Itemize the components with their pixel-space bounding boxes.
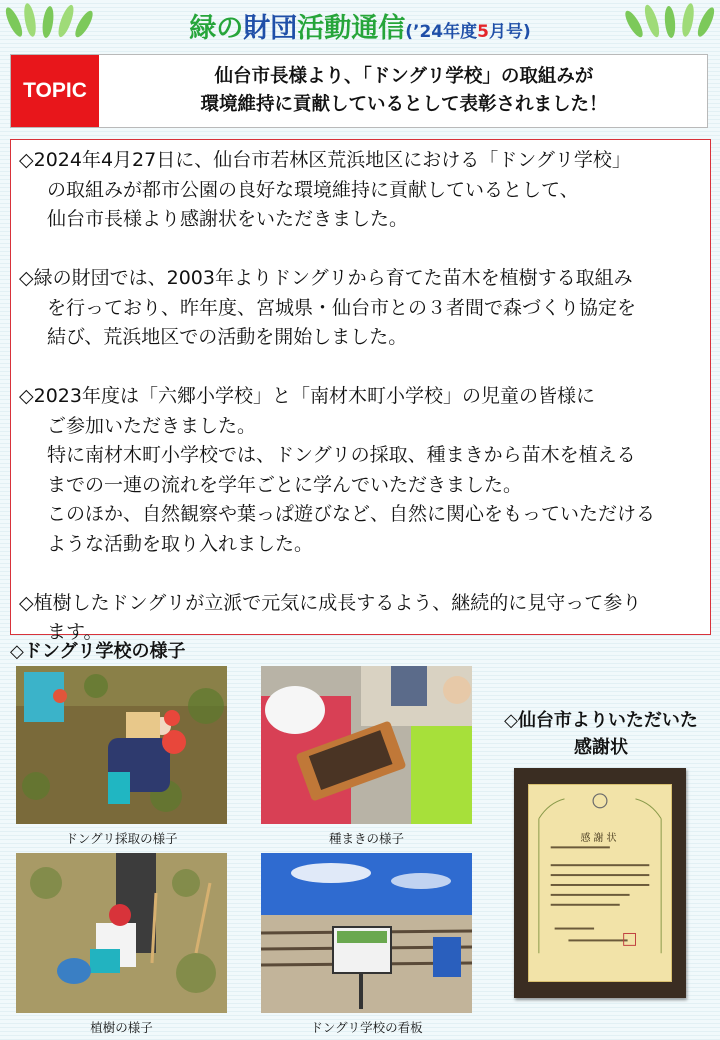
paragraph-line: ◇2024年4月27日に、仙台市若林区荒浜地区における「ドングリ学校」	[19, 149, 631, 171]
article-body	[10, 139, 711, 643]
paragraph-line: このほか、自然観察や葉っぱ遊びなど、自然に関心をもっていただける	[47, 503, 656, 525]
paragraph-line: までの一連の流れを学年ごとに学んでいただきました。	[47, 473, 523, 496]
topic-line: 環境維持に貢献しているとして表彰されました！	[200, 94, 608, 115]
topic-banner	[10, 54, 708, 128]
photo-section-title: ◇ドングリ学校の様子	[10, 641, 186, 662]
paragraph	[19, 382, 702, 559]
paragraph-line: 結び、荒浜地区での活動を開始しました。	[47, 326, 408, 348]
paragraph-line: ご参加いただきました。	[47, 414, 257, 437]
photo-caption: 種まきの様子	[328, 831, 404, 846]
photo-caption: ドングリ学校の看板	[310, 1020, 423, 1035]
paragraph-line: ます。	[47, 621, 103, 643]
issue-month: 5	[477, 22, 489, 42]
topic-line: 仙台市長様より、「ドングリ学校」の取組みが	[214, 66, 594, 87]
photo-caption: ドングリ採取の様子	[65, 831, 178, 846]
paragraph	[19, 146, 702, 235]
photo-caption: 植樹の様子	[90, 1020, 153, 1035]
topic-label: TOPIC	[11, 55, 99, 127]
page-title	[100, 6, 620, 46]
paragraph-line: ◇緑の財団では、2003年よりドングリから育てた苗木を植樹する取組み	[19, 267, 633, 289]
title-part: 緑の	[189, 13, 244, 44]
certificate-title	[486, 707, 716, 761]
issue-label: (’24年度	[405, 22, 478, 42]
issue-label: 月号)	[488, 22, 531, 42]
paragraph-line: ◇植樹したドングリが立派で元気に成長するよう、継続的に見守って参り	[19, 591, 642, 614]
photo-planting	[16, 853, 227, 1013]
title-part: 財団	[243, 13, 298, 44]
paragraph-line: の取組みが都市公園の良好な環境維持に貢献しているとして、	[47, 178, 579, 201]
certificate-ornament	[529, 785, 671, 981]
paragraph	[19, 264, 702, 353]
title-part: 活動通信	[297, 13, 406, 44]
topic-headline	[101, 55, 707, 127]
certificate-frame	[514, 768, 686, 998]
certificate-paper	[528, 784, 672, 982]
paragraph-line: 仙台市長様より感謝状をいただきました。	[47, 208, 409, 230]
certificate-title-line: ◇仙台市よりいただいた	[504, 710, 698, 731]
paragraph-line: ような活動を取り入れました。	[47, 532, 314, 555]
paragraph-line: 特に南材木町小学校では、ドングリの採取、種まきから苗木を植える	[47, 444, 636, 466]
leaf-decoration-right	[620, 0, 720, 46]
photo-signboard	[261, 853, 472, 1013]
photo-seed-sowing	[261, 666, 472, 824]
paragraph-line: を行っており、昨年度、宮城県・仙台市との３者間で森づくり協定を	[47, 296, 637, 319]
photo-acorn-collecting	[16, 666, 227, 824]
certificate-heading: 感謝状	[580, 833, 620, 844]
leaf-decoration-left	[0, 0, 100, 46]
paragraph-line: ◇2023年度は「六郷小学校」と「南材木町小学校」の児童の皆様に	[19, 385, 595, 407]
certificate-title-line: 感謝状	[574, 737, 628, 758]
